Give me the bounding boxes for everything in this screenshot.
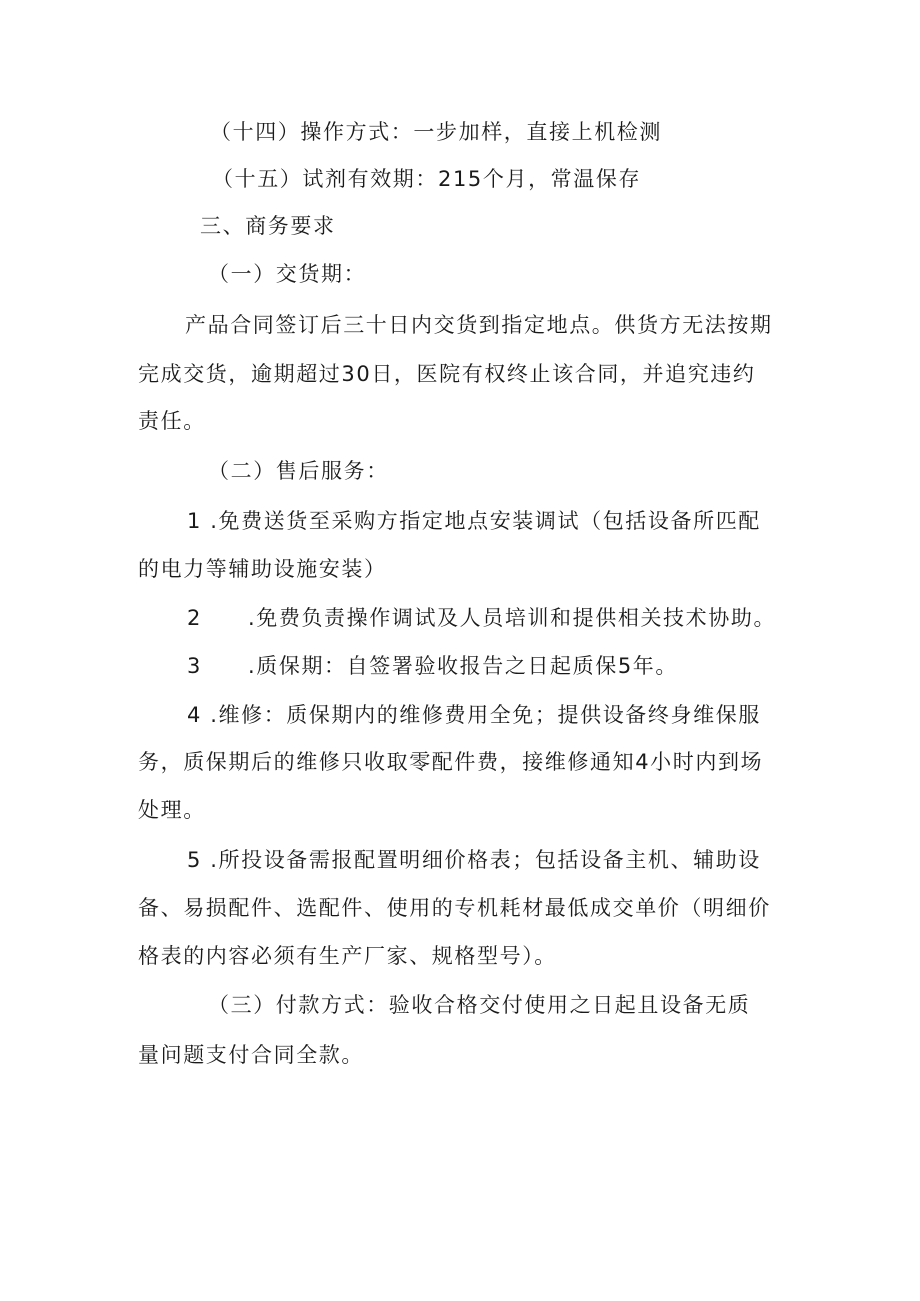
- after-sales-item-2-text: .免费负责操作调试及人员培训和提供相关技术协助。: [247, 606, 777, 630]
- after-sales-item-4-line-3: 处理。: [138, 798, 206, 822]
- after-sales-heading: （二）售后服务：: [208, 459, 389, 483]
- after-sales-item-1-line-2: 的电力等辅助设施安装）: [138, 557, 387, 581]
- after-sales-item-3-number: 3: [187, 654, 202, 678]
- after-sales-item-2: [187, 603, 776, 633]
- item-14-operation-mode: （十四）操作方式：一步加样，直接上机检测: [210, 120, 662, 144]
- delivery-text-line-2: 完成交货，逾期超过30日，医院有权终止该合同，并追究违约: [138, 362, 756, 386]
- after-sales-item-5-line-1: 5 .所投设备需报配置明细价格表；包括设备主机、辅助设: [187, 848, 761, 872]
- delivery-heading: （一）交货期：: [208, 262, 367, 286]
- after-sales-item-1-line-1: 1 .免费送货至采购方指定地点安装调试（包括设备所匹配: [187, 509, 761, 533]
- after-sales-item-2-number: 2: [187, 606, 202, 630]
- after-sales-item-5-line-2: 备、易损配件、选配件、使用的专机耗材最低成交单价（明细价: [138, 896, 771, 920]
- section-3-heading: 三、商务要求: [200, 214, 336, 238]
- after-sales-item-3: [187, 651, 678, 681]
- after-sales-item-5-line-3: 格表的内容必须有生产厂家、规格型号）。: [138, 944, 557, 968]
- delivery-text-line-3: 责任。: [138, 409, 206, 433]
- after-sales-item-4-line-1: 4 .维修：质保期内的维修费用全免；提供设备终身维保服: [187, 703, 761, 727]
- delivery-text-line-1: 产品合同签订后三十日内交货到指定地点。供货方无法按期: [185, 313, 773, 337]
- payment-line-1: （三）付款方式：验收合格交付使用之日起且设备无质: [208, 993, 751, 1017]
- item-15-reagent-validity: （十五）试剂有效期：215个月，常温保存: [212, 167, 642, 191]
- after-sales-item-4-line-2: 务，质保期后的维修只收取零配件费，接维修通知4小时内到场: [138, 750, 764, 774]
- payment-line-2: 量问题支付合同全款。: [138, 1043, 364, 1067]
- after-sales-item-3-text: .质保期：自签署验收报告之日起质保5年。: [247, 654, 679, 678]
